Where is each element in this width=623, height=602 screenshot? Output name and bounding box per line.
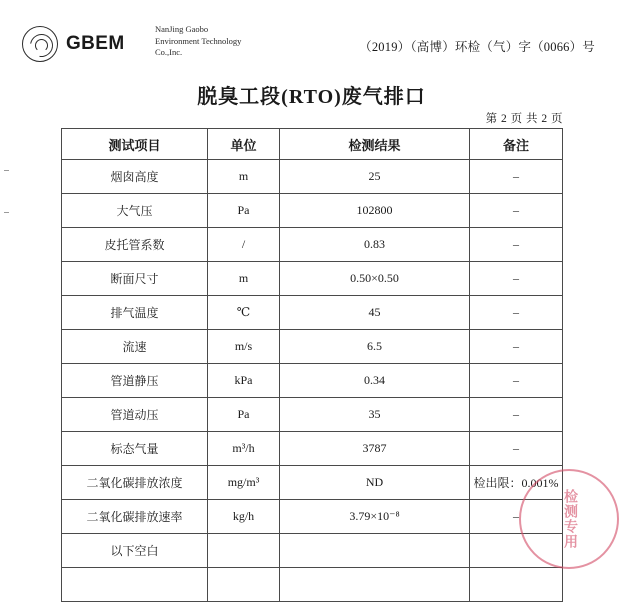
cell-unit: m³/h <box>208 432 280 466</box>
table-row <box>62 432 563 466</box>
brand-block <box>22 26 125 62</box>
column-header-result: 检测结果 <box>280 129 470 160</box>
table-row <box>62 330 563 364</box>
cell-item: 断面尺寸 <box>62 262 208 296</box>
gbem-logo-icon <box>22 26 58 62</box>
table-row <box>62 364 563 398</box>
stamp-text: 检测专用 <box>562 489 577 549</box>
cell-item: 管道动压 <box>62 398 208 432</box>
brand-name: GBEM <box>66 33 125 54</box>
cell-result: 25 <box>280 160 470 194</box>
column-header-unit: 单位 <box>208 129 280 160</box>
table-row <box>62 398 563 432</box>
cell-unit: Pa <box>208 194 280 228</box>
cell-result: 0.50×0.50 <box>280 262 470 296</box>
table-row <box>62 194 563 228</box>
column-header-item: 测试项目 <box>62 129 208 160</box>
cell-unit: kPa <box>208 364 280 398</box>
cell-blank-label: 以下空白 <box>62 534 208 568</box>
cell-remark: – <box>470 398 563 432</box>
cell-unit: m <box>208 160 280 194</box>
official-stamp <box>519 469 619 569</box>
cell-item: 大气压 <box>62 194 208 228</box>
cell-remark: – <box>470 330 563 364</box>
cell-remark: – <box>470 500 563 534</box>
cell-result-empty <box>280 534 470 568</box>
table-row <box>62 262 563 296</box>
brand-en-line3: Co.,Inc. <box>155 47 183 57</box>
table-row <box>62 160 563 194</box>
cell-item: 标态气量 <box>62 432 208 466</box>
cell-remark: – <box>470 160 563 194</box>
cell-item: 二氧化碳排放浓度 <box>62 466 208 500</box>
cell-result: 3787 <box>280 432 470 466</box>
cell-remark: – <box>470 432 563 466</box>
cell-unit: m <box>208 262 280 296</box>
cell-remark: – <box>470 364 563 398</box>
cell-result: 45 <box>280 296 470 330</box>
cell-remark: – <box>470 262 563 296</box>
cell-unit: kg/h <box>208 500 280 534</box>
cell-unit: mg/m³ <box>208 466 280 500</box>
document-code: （2019）（高博）环检（气）字（0066）号 <box>359 40 595 54</box>
table-row-blank <box>62 534 563 568</box>
cell-result: 35 <box>280 398 470 432</box>
cell-unit: Pa <box>208 398 280 432</box>
cell-result: 102800 <box>280 194 470 228</box>
results-table <box>61 128 563 602</box>
edge-mark <box>4 170 9 171</box>
table-header-row <box>62 129 563 160</box>
table-row <box>62 296 563 330</box>
cell-unit: ℃ <box>208 296 280 330</box>
column-header-remark: 备注 <box>470 129 563 160</box>
page-number: 第 2 页 共 2 页 <box>485 113 563 125</box>
cell-item: 管道静压 <box>62 364 208 398</box>
cell-result: 0.83 <box>280 228 470 262</box>
cell-remark: – <box>470 228 563 262</box>
page-title: 脱臭工段(RTO)废气排口 <box>197 86 426 108</box>
document-header <box>22 24 601 70</box>
cell-unit-empty <box>208 534 280 568</box>
table-row <box>62 500 563 534</box>
brand-en-line1: NanJing Gaobo <box>155 24 209 34</box>
cell-remark: 检出限：0.001% <box>470 466 563 500</box>
edge-mark <box>4 212 9 213</box>
cell-unit: m/s <box>208 330 280 364</box>
cell-remark: – <box>470 296 563 330</box>
cell-unit: / <box>208 228 280 262</box>
table-row <box>62 228 563 262</box>
cell-item: 流速 <box>62 330 208 364</box>
brand-english-name <box>155 24 275 59</box>
brand-en-line2: Environment Technology <box>155 35 242 46</box>
cell-item: 二氧化碳排放速率 <box>62 500 208 534</box>
cell-item: 排气温度 <box>62 296 208 330</box>
cell-result: 0.34 <box>280 364 470 398</box>
cell-remark: – <box>470 194 563 228</box>
results-table-wrapper <box>61 128 562 602</box>
table-row <box>62 466 563 500</box>
cell-item: 皮托管系数 <box>62 228 208 262</box>
cell-result: ND <box>280 466 470 500</box>
cell-result: 3.79×10⁻⁸ <box>280 500 470 534</box>
cell-item: 烟囱高度 <box>62 160 208 194</box>
cell-result: 6.5 <box>280 330 470 364</box>
